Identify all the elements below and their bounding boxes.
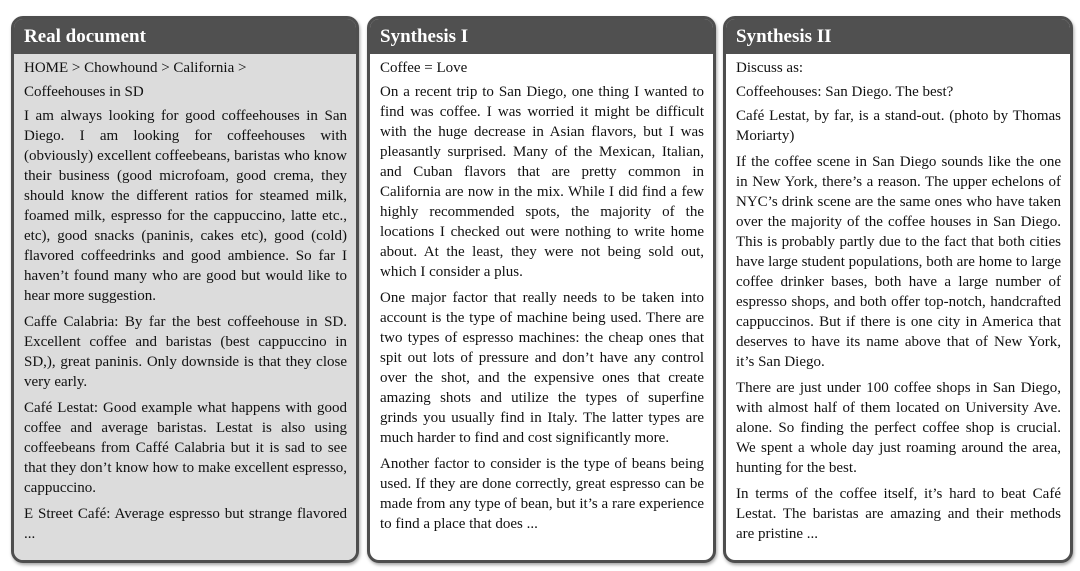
document-subheading: Coffeehouses: San Diego. The best? bbox=[736, 84, 954, 100]
panel-body bbox=[14, 54, 356, 563]
paragraph: Another factor to consider is the type of beans being used. If they are done correctly, great espresso can be made from any type of bean, but it’s a rare experience to find a place that does ... bbox=[380, 456, 704, 532]
panel-title: Real document bbox=[14, 19, 356, 54]
paragraph: Café Lestat: Good example what happens with good coffee and average baristas. Lestat is also using coffeebeans from Caffé Calabria but it is sad to see that they don’t know how to make excellent espresso, cappuccino. bbox=[24, 400, 347, 496]
paragraph: If the coffee scene in San Diego sounds like the one in New York, there’s a reason. The upper echelons of NYC’s drink scene are the same ones who have taken over the majority of the coffee houses in San Diego. This is probably partly due to the fact that both cities have large student populations, both are home to large coffee drinker bases, both have a large number of espresso shops, and both offer top-notch, handcrafted cappuccinos. But if there is one city in America that deserves to have its name above that of New York, it’s San Diego. bbox=[736, 154, 1061, 370]
paragraph: Caffe Calabria: By far the best coffeehouse in SD. Excellent coffee and baristas (best cappuccino in SD,), great paninis. Only downside is that they close very early. bbox=[24, 314, 347, 390]
panel-title: Synthesis II bbox=[726, 19, 1070, 54]
panel-body bbox=[726, 54, 1070, 544]
paragraph: I am always looking for good coffeehouses in San Diego. I am looking for coffeehouses with (obviously) excellent coffeebeans, baristas who know their business (good microfoam, good crema, they should know the different ratios for steamed milk, foamed milk, espresso for the cappuccino, latte etc., etc), good snacks (paninis, cakes etc), good (cold) flavored coffeedrinks and good ambience. So far I haven’t found many who are good but would like to hear more suggestion. bbox=[24, 108, 347, 304]
paragraph: In terms of the coffee itself, it’s hard to beat Café Lestat. The baristas are amazing and their methods are pristine ... bbox=[736, 486, 1061, 542]
paragraph: One major factor that really needs to be taken into account is the type of machine being used. There are two types of espresso machines: the cheap ones that spit out lots of pressure and don’t have any control over the shot, and the expensive ones that create amazing shots and utilize the types of superfine grinds you usually find in Italy. The latter types are much harder to find and cost significantly more. bbox=[380, 290, 704, 446]
breadcrumb: HOME > Chowhound > California > bbox=[24, 60, 247, 76]
paragraph: On a recent trip to San Diego, one thing I wanted to find was coffee. I was worried it might be difficult with the huge decrease in Asian flavors, but I was pleasantly surprised. Many of the Mexican, Italian, and Cuban flavors that are pretty common in California are now in the mix. While I did find a few highly recommended spots, the majority of the locations I checked out were nothing to write home about. At the least, they were not being sold out, which I consider a plus. bbox=[380, 84, 704, 280]
panel-body bbox=[370, 54, 713, 534]
synthesis-two-panel bbox=[723, 16, 1073, 563]
panel-title: Synthesis I bbox=[370, 19, 713, 54]
synthesis-one-panel bbox=[367, 16, 716, 563]
document-heading: Coffee = Love bbox=[380, 60, 468, 76]
paragraph: There are just under 100 coffee shops in San Diego, with almost half of them located on University Ave. alone. So finding the perfect coffee shop is crucial. We spent a whole day just roaming around the area, hunting for the best. bbox=[736, 380, 1061, 476]
document-heading: Discuss as: bbox=[736, 60, 804, 76]
document-heading: Coffeehouses in SD bbox=[24, 84, 144, 100]
paragraph: E Street Café: Average espresso but strange flavored ... bbox=[24, 506, 347, 542]
photo-caption: Café Lestat, by far, is a stand-out. (photo by Thomas Moriarty) bbox=[736, 108, 1061, 144]
real-document-panel bbox=[11, 16, 359, 563]
